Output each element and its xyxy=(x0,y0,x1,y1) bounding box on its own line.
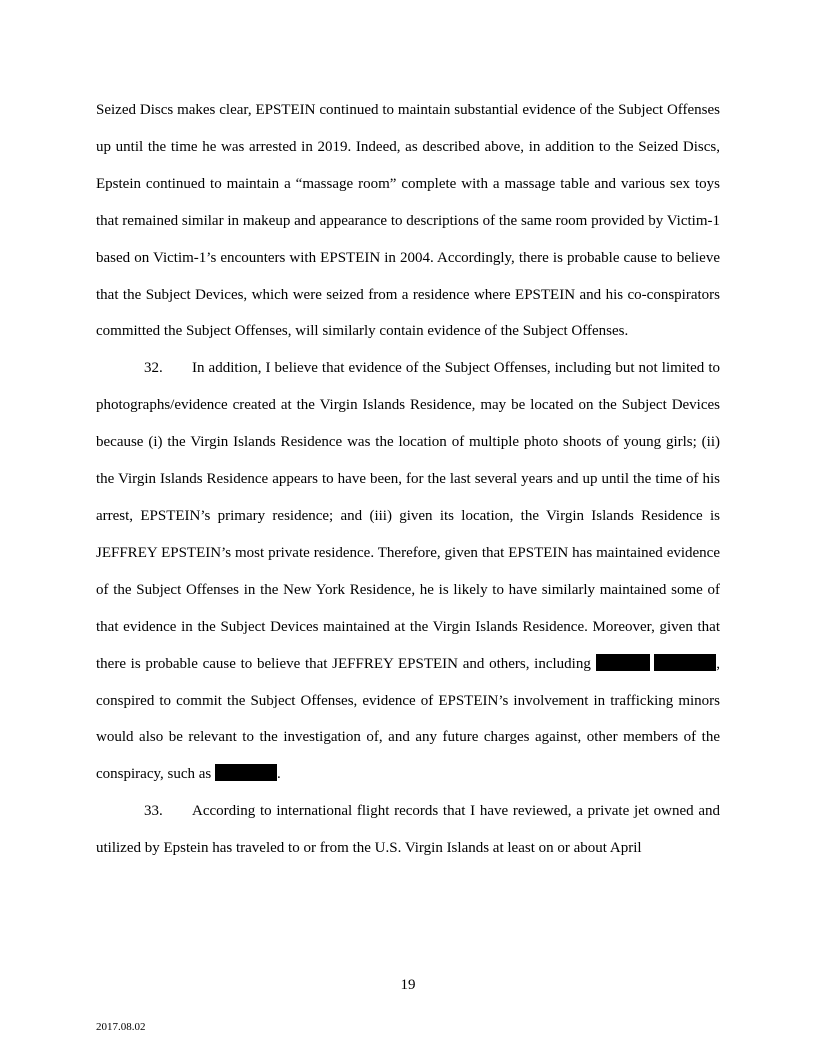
paragraph-number: 33. xyxy=(144,803,163,820)
paragraph-32 xyxy=(96,350,720,793)
redaction-bar xyxy=(654,654,716,671)
redaction-bar xyxy=(215,764,277,781)
paragraph-text: . xyxy=(277,766,281,783)
paragraph-continued: Seized Discs makes clear, EPSTEIN continued to maintain substantial evidence of the Subject Offenses up until the time he was arrested in 2019. Indeed, as described above, in addition to the Seized Discs, Epstein continued to maintain a “massage room” complete with a massage table and various sex toys that remained similar in makeup and appearance to descriptions of the same room provided by Victim-1 based on Victim-1’s encounters with EPSTEIN in 2004. Accordingly, there is probable cause to believe that the Subject Devices, which were seized from a residence where EPSTEIN and his co-conspirators committed the Subject Offenses, will similarly contain evidence of the Subject Offenses. xyxy=(96,102,720,340)
footer-date-code: 2017.08.02 xyxy=(96,1021,146,1033)
paragraph-text: According to international flight records that I have reviewed, a private jet owned and utilized by Epstein has traveled to or from the U.S. Virgin Islands at least on or about April xyxy=(96,803,720,857)
redaction-bar xyxy=(596,654,650,671)
paragraph-number: 32. xyxy=(144,360,163,377)
paragraph-text: In addition, I believe that evidence of the Subject Offenses, including but not limited to photographs/evidence created at the Virgin Islands Residence, may be located on the Subject Devices because (i) the Virgin Islands Residence was the location of multiple photo shoots of young girls; (ii) the Virgin Islands Residence appears to have been, for the last several years and up until the time of his arrest, EPSTEIN’s primary residence; and (iii) given its location, the Virgin Islands Residence is JEFFREY EPSTEIN’s most private residence. Therefore, given that EPSTEIN has maintained evidence of the Subject Offenses in the New York Residence, he is likely to have similarly maintained some of that evidence in the Subject Devices maintained at the Virgin Islands Residence. Moreover, given that there is probable cause to believe that JEFFREY EPSTEIN and others, including xyxy=(96,360,720,672)
paragraph-33 xyxy=(96,793,720,867)
paragraph-text: , conspired to commit the Subject Offenses, evidence of EPSTEIN’s involvement in trafficking minors would also be relevant to the investigation of, and any future charges against, other members of the conspiracy, such as xyxy=(96,655,721,783)
document-body xyxy=(96,92,720,867)
page-number: 19 xyxy=(400,977,416,993)
